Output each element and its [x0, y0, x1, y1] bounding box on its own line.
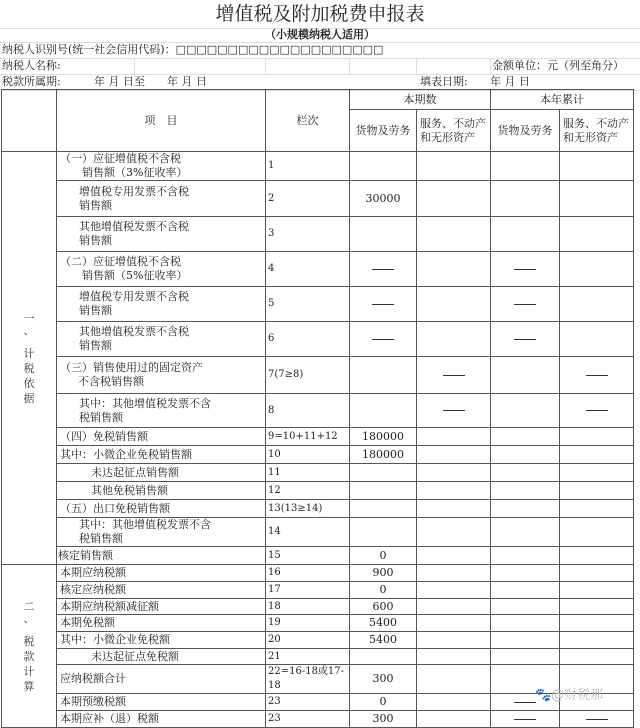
row-y-goods-cell[interactable] [491, 711, 560, 728]
section-char: 依 [23, 376, 35, 390]
dash-text [536, 297, 537, 298]
row-line-number: 6 [266, 322, 350, 357]
row-item: 本期应纳税额 [57, 565, 266, 582]
row-item-line: 销售额 [79, 339, 112, 352]
row-y-goods-cell[interactable] [491, 428, 560, 446]
row-goods-cell[interactable] [350, 649, 417, 665]
row-y-services-cell[interactable] [560, 649, 634, 665]
row-services-cell[interactable] [417, 464, 491, 482]
section-char: 计 [23, 346, 35, 360]
row-y-goods-cell[interactable] [491, 357, 560, 394]
row-y-services-cell[interactable] [560, 632, 634, 649]
row-y-goods-cell[interactable] [491, 518, 560, 547]
row-y-services-cell[interactable] [560, 565, 634, 582]
row-item-line: 税销售额 [79, 410, 123, 424]
row-goods-cell[interactable] [350, 217, 417, 252]
row-y-services-cell[interactable] [560, 500, 634, 518]
row-services-cell[interactable] [417, 287, 491, 322]
not-applicable-dash [514, 702, 536, 703]
row-item: （五）出口免税销售额 [57, 500, 266, 518]
row-line-number: 23 [266, 694, 350, 711]
row-item: 应纳税额合计 [57, 665, 266, 694]
not-applicable-dash [514, 304, 536, 305]
table-row [2, 394, 634, 428]
row-goods-cell[interactable] [350, 287, 417, 322]
section-char: 算 [23, 679, 35, 693]
table-row [2, 547, 634, 565]
row-item-line: 销售额（3%征收率） [82, 166, 188, 179]
row-line-number: 20 [266, 632, 350, 649]
taxpayer-id-label: 纳税人识别号(统一社会信用代码)： [2, 43, 176, 56]
row-goods-cell[interactable]: 180000 [350, 428, 417, 446]
row-services-cell[interactable] [417, 518, 491, 547]
row-line-number: 18 [266, 599, 350, 615]
row-line-number: 11 [266, 464, 350, 482]
row-goods-cell[interactable] [350, 500, 417, 518]
row-services-cell[interactable] [417, 394, 491, 428]
header-services-year: 服务、不动产和无形资产 [560, 110, 634, 152]
row-goods-cell[interactable] [350, 357, 417, 394]
row-services-cell[interactable] [417, 252, 491, 287]
row-y-goods-cell[interactable] [491, 482, 560, 500]
not-applicable-dash [372, 269, 394, 270]
row-y-goods-cell[interactable] [491, 181, 560, 217]
row-line-number: 5 [266, 287, 350, 322]
row-line-number: 4 [266, 252, 350, 287]
row-y-services-cell[interactable] [560, 518, 634, 547]
table-row [2, 287, 634, 322]
row-line-number: 3 [266, 217, 350, 252]
row-item [57, 287, 266, 322]
row-item [57, 322, 266, 357]
row-item [57, 217, 266, 252]
row-services-cell[interactable] [417, 632, 491, 649]
not-applicable-dash [586, 410, 608, 411]
row-services-cell[interactable] [417, 482, 491, 500]
row-goods-cell[interactable]: 900 [350, 565, 417, 582]
row-y-goods-cell[interactable] [491, 252, 560, 287]
row-y-goods-cell[interactable] [491, 152, 560, 181]
section-char: 据 [23, 391, 35, 405]
not-applicable-dash [586, 375, 608, 376]
row-item: 未达起征点销售额 [57, 464, 266, 482]
row-line-number: 17 [266, 582, 350, 599]
row-services-cell[interactable] [417, 322, 491, 357]
dash-text [394, 297, 395, 298]
row-services-cell[interactable] [417, 599, 491, 615]
dash-text [394, 332, 395, 333]
row-y-services-cell[interactable] [560, 547, 634, 565]
row-line-number: 7(7≥8) [266, 357, 350, 394]
section-label [24, 311, 35, 406]
table-row [2, 518, 634, 547]
row-y-goods-cell[interactable] [491, 464, 560, 482]
header-services-current: 服务、不动产和无形资产 [417, 110, 491, 152]
row-goods-cell[interactable]: 300 [350, 711, 417, 728]
row-goods-cell[interactable]: 5400 [350, 615, 417, 632]
row-line-number: 22=16-18或17-18 [266, 665, 350, 694]
row-item: 本期预缴税额 [57, 694, 266, 711]
row-line-number: 13(13≥14) [266, 500, 350, 518]
section-tax-calculation [2, 565, 57, 728]
section-char: 、 [23, 323, 35, 337]
row-services-cell[interactable] [417, 428, 491, 446]
row-y-goods-cell[interactable] [491, 394, 560, 428]
row-y-goods-cell[interactable] [491, 632, 560, 649]
row-goods-cell[interactable] [350, 152, 417, 181]
row-y-goods-cell[interactable] [491, 547, 560, 565]
table-row [2, 322, 634, 357]
table-row [2, 252, 634, 287]
table-row [2, 152, 634, 181]
row-item: （四）免税销售额 [57, 428, 266, 446]
table-row [2, 181, 634, 217]
row-item-line: 不含税销售额 [78, 375, 144, 388]
row-services-cell[interactable] [417, 649, 491, 665]
row-y-services-cell[interactable] [560, 615, 634, 632]
dash-text [608, 368, 609, 369]
table-row [2, 482, 634, 500]
section-char: 税 [23, 361, 35, 375]
row-item: 本期免税额 [57, 615, 266, 632]
row-y-services-cell[interactable] [560, 582, 634, 599]
section-tax-basis [2, 152, 57, 565]
row-y-services-cell[interactable] [560, 711, 634, 728]
row-goods-cell[interactable] [350, 464, 417, 482]
row-y-services-cell[interactable] [560, 464, 634, 482]
row-goods-cell[interactable] [350, 394, 417, 428]
section-label [24, 599, 35, 694]
row-y-services-cell[interactable] [560, 357, 634, 394]
row-item-line: 销售额 [79, 304, 112, 317]
row-services-cell[interactable] [417, 217, 491, 252]
row-y-services-cell[interactable] [560, 482, 634, 500]
row-line-number: 10 [266, 446, 350, 464]
row-line-number: 12 [266, 482, 350, 500]
table-row [2, 357, 634, 394]
taxpayer-name-label: 纳税人名称: [2, 59, 61, 72]
row-item: 未达起征点免税额 [57, 649, 266, 665]
row-y-goods-cell[interactable] [491, 322, 560, 357]
table-row [2, 428, 634, 446]
row-services-cell[interactable] [417, 665, 491, 694]
dash-text [536, 262, 537, 263]
row-item [57, 357, 266, 394]
row-y-services-cell[interactable] [560, 428, 634, 446]
row-y-services-cell[interactable] [560, 217, 634, 252]
dash-text [608, 712, 609, 713]
table-row [2, 446, 634, 464]
row-line-number: 14 [266, 518, 350, 547]
row-item-line: 销售额 [79, 234, 112, 247]
row-item-line: （三）销售使用过的固定资产 [60, 361, 203, 374]
row-item [57, 394, 266, 428]
row-item-line: 其他增值税发票不含税 [79, 325, 189, 338]
row-services-cell[interactable] [417, 152, 491, 181]
section-char: 税 [23, 634, 35, 648]
table-row [2, 500, 634, 518]
header-blank [2, 90, 57, 152]
row-goods-cell[interactable] [350, 322, 417, 357]
header-year-cumulative: 本年累计 [491, 90, 634, 110]
table-row [2, 615, 634, 632]
row-item-line: 增值税专用发票不含税 [79, 184, 189, 198]
row-goods-cell[interactable]: 30000 [350, 181, 417, 217]
not-applicable-dash [514, 269, 536, 270]
row-item-line: 其中：其他增值税发票不含 [79, 396, 211, 410]
row-y-services-cell[interactable] [560, 252, 634, 287]
row-line-number: 8 [266, 394, 350, 428]
row-item-line: 其他增值税发票不含税 [79, 220, 189, 233]
row-y-services-cell[interactable] [560, 152, 634, 181]
header-row [2, 90, 634, 110]
row-line-number: 23 [266, 711, 350, 728]
row-item-text: 其中：其他增值税发票不含税销售额 [79, 518, 211, 545]
row-y-goods-cell[interactable] [491, 599, 560, 615]
declaration-table [1, 89, 634, 728]
grid-line [416, 58, 417, 75]
row-goods-cell[interactable]: 5400 [350, 632, 417, 649]
not-applicable-dash [372, 339, 394, 340]
row-line-number: 15 [266, 547, 350, 565]
table-row [2, 632, 634, 649]
row-y-services-cell[interactable] [560, 394, 634, 428]
grid-line [349, 58, 350, 75]
row-line-number: 1 [266, 152, 350, 181]
row-y-goods-cell[interactable] [491, 446, 560, 464]
watermark: 🐾@财税那 [535, 688, 604, 703]
grid-line [134, 58, 135, 75]
not-applicable-dash [443, 410, 465, 411]
row-item [57, 152, 266, 181]
row-services-cell[interactable] [417, 547, 491, 565]
row-y-goods-cell[interactable] [491, 287, 560, 322]
row-item-line: 销售额（5%征收率） [82, 269, 188, 282]
amount-unit: 金额单位：元（列至角分） [492, 59, 624, 72]
taxpayer-name-row [0, 58, 640, 75]
row-services-cell[interactable] [417, 181, 491, 217]
row-y-services-cell[interactable] [560, 446, 634, 464]
table-row [2, 217, 634, 252]
table-row [2, 464, 634, 482]
row-line-number: 21 [266, 649, 350, 665]
row-services-cell[interactable] [417, 446, 491, 464]
row-services-cell[interactable] [417, 711, 491, 728]
row-item: 核定销售额 [57, 547, 266, 565]
row-goods-cell[interactable]: 300 [350, 665, 417, 694]
row-services-cell[interactable] [417, 694, 491, 711]
header-goods-year: 货物及劳务 [491, 110, 560, 152]
row-services-cell[interactable] [417, 357, 491, 394]
row-goods-cell[interactable]: 0 [350, 547, 417, 565]
section-char: 计 [23, 664, 35, 678]
dash-text [536, 712, 537, 713]
not-applicable-dash [514, 719, 536, 720]
row-y-services-cell[interactable] [560, 181, 634, 217]
row-goods-cell[interactable]: 600 [350, 599, 417, 615]
section-char: 款 [23, 649, 35, 663]
row-y-goods-cell[interactable] [491, 500, 560, 518]
row-goods-cell[interactable] [350, 482, 417, 500]
row-line-number: 9=10+11+12 [266, 428, 350, 446]
table-row [2, 565, 634, 582]
row-item: 其中：小微企业免税销售额 [57, 446, 266, 464]
grid-line [490, 58, 491, 75]
row-line-number: 2 [266, 181, 350, 217]
row-item-line: 销售额 [79, 198, 112, 212]
form-title: 增值税及附加税费申报表 [0, 0, 640, 29]
header-item: 项 目 [57, 90, 266, 152]
row-item-line: （一）应征增值税不含税 [60, 152, 181, 165]
dash-text [394, 262, 395, 263]
row-item: 本期应补（退）税额 [57, 711, 266, 728]
row-goods-cell[interactable] [350, 252, 417, 287]
section-char: 二 [23, 599, 35, 613]
dash-text [465, 368, 466, 369]
taxpayer-id-boxes[interactable]: □□□□□□□□□□□□□□□□□□□□ [175, 43, 384, 56]
form-subtitle: （小规模纳税人适用） [0, 28, 640, 43]
row-item [57, 181, 266, 217]
table-row [2, 582, 634, 599]
row-services-cell[interactable] [417, 500, 491, 518]
header-goods-current: 货物及劳务 [350, 110, 417, 152]
not-applicable-dash [586, 719, 608, 720]
row-goods-cell[interactable] [350, 518, 417, 547]
table-row [2, 711, 634, 728]
row-y-goods-cell[interactable] [491, 649, 560, 665]
row-line-number: 19 [266, 615, 350, 632]
row-y-goods-cell[interactable] [491, 582, 560, 599]
row-item: 核定应纳税额 [57, 582, 266, 599]
not-applicable-dash [372, 304, 394, 305]
row-item [57, 518, 266, 547]
not-applicable-dash [514, 339, 536, 340]
row-goods-cell[interactable]: 0 [350, 582, 417, 599]
table-row [2, 649, 634, 665]
row-item: 其他免税销售额 [57, 482, 266, 500]
header-current-period: 本期数 [350, 90, 491, 110]
header-line: 栏次 [266, 90, 350, 152]
row-y-goods-cell[interactable] [491, 217, 560, 252]
period-label: 税款所属期: [2, 75, 61, 88]
fill-date-label: 填表日期: [420, 75, 468, 88]
row-y-services-cell[interactable] [560, 599, 634, 615]
not-applicable-dash [443, 375, 465, 376]
row-services-cell[interactable] [417, 565, 491, 582]
row-item: 其中：小微企业免税额 [57, 632, 266, 649]
row-item-line: 增值税专用发票不含税 [79, 290, 189, 303]
section-char: 、 [23, 611, 35, 625]
row-item [57, 252, 266, 287]
dash-text [608, 404, 609, 405]
dash-text [536, 332, 537, 333]
section-char: 一 [23, 311, 35, 325]
row-goods-cell[interactable]: 0 [350, 694, 417, 711]
taxpayer-id-row [0, 42, 640, 59]
table-row [2, 599, 634, 615]
row-item: 本期应纳税额减征额 [57, 599, 266, 615]
grid-line [265, 58, 266, 75]
fill-date-value[interactable]: 年 月 日 [490, 75, 530, 88]
dash-text [465, 404, 466, 405]
row-services-cell[interactable] [417, 582, 491, 599]
row-y-goods-cell[interactable] [491, 565, 560, 582]
period-value[interactable]: 年 月 日至 年 月 日 [94, 75, 207, 88]
row-services-cell[interactable] [417, 615, 491, 632]
row-goods-cell[interactable]: 180000 [350, 446, 417, 464]
row-line-number: 16 [266, 565, 350, 582]
row-y-goods-cell[interactable] [491, 615, 560, 632]
row-item-line: （二）应征增值税不含税 [60, 255, 181, 268]
row-y-services-cell[interactable] [560, 287, 634, 322]
row-y-services-cell[interactable] [560, 322, 634, 357]
